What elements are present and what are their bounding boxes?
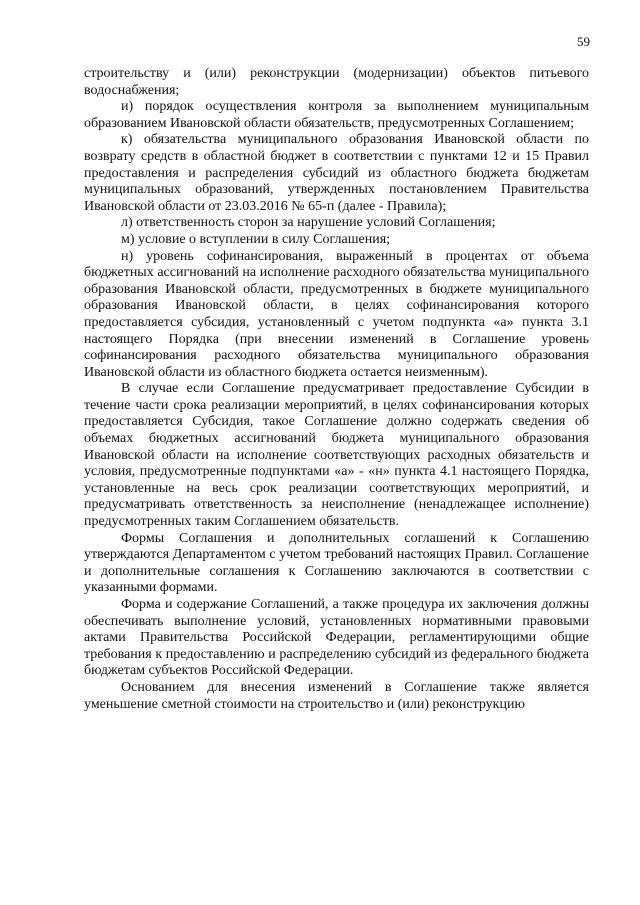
- paragraph-subsidy-period: В случае если Соглашение предусматривает предоставление Субсидии в течение части срока реализации мероприятий, в целях софинансирования которых предоставляется Субсидия, такое Соглашение должно содержать сведения об объемах бюджетных ассигнований бюджета муниципального образования Ивановской области на исполнение соответствующих расходных обязательств и условия, предусмотренные подпунктами «а» - «н» пункта 4.1 настоящего Порядка, установленные на весь срок реализации соответствующих мероприятий, и предусматривать ответственность за неисполнение (ненадлежащее исполнение) предусмотренных таким Соглашением обязательств.: [84, 381, 589, 530]
- paragraph-item-m: м) условие о вступлении в силу Соглашения;: [121, 231, 391, 247]
- paragraph-amendment-basis: Основанием для внесения изменений в Соглашение также является уменьшение сметной стоимости на строительство и (или) реконструкцию: [84, 679, 589, 712]
- paragraph-item-k: к) обязательства муниципального образования Ивановской области по возврату средств в областной бюджет в соответствии с пунктами 12 и 15 Правил предоставления и распределения субсидий из областного бюджета бюджетам муниципальных образований, утвержденных постановлением Правительства Ивановской области от 23.03.2016 № 65-п (далее - Правила);: [84, 132, 589, 214]
- paragraph-agreement-forms: Формы Соглашения и дополнительных соглашений к Соглашению утверждаются Департаментом с учетом требований настоящих Правил. Соглашение и дополнительные соглашения к Соглашению заключаются в соответствии с указанными формами.: [84, 530, 589, 596]
- paragraph-item-i: и) порядок осуществления контроля за выполнением муниципальным образованием Ивановской области обязательств, предусмотренных Соглашением;: [84, 99, 589, 131]
- paragraph-item-n: н) уровень софинансирования, выраженный в процентах от объема бюджетных ассигнований на исполнение расходного обязательства муниципального образования Ивановской области, предусмотренных в бюджете муниципального образования Ивановской области, в целях софинансирования которого предоставляется субсидия, установленный с учетом подпункта «а» пункта 3.1 настоящего Порядка (при внесении изменений в Соглашение уровень софинансирования расходного обязательства муниципального образования Ивановской области из областного бюджета остается неизменным).: [84, 248, 589, 380]
- document-body: [84, 66, 589, 713]
- paragraph-continuation: строительству и (или) реконструкции (модернизации) объектов питьевого водоснабжения;: [84, 66, 589, 98]
- page-number: 59: [577, 34, 590, 49]
- paragraph-agreement-content: Форма и содержание Соглашений, а также процедура их заключения должны обеспечивать выполнение условий, установленных нормативными правовыми актами Правительства Российской Федерации, регламентирующими общие требования к предоставлению и распределению субсидий из федерального бюджета бюджетам субъектов Российской Федерации.: [84, 597, 589, 679]
- paragraph-item-l: л) ответственность сторон за нарушение условий Соглашения;: [121, 215, 496, 231]
